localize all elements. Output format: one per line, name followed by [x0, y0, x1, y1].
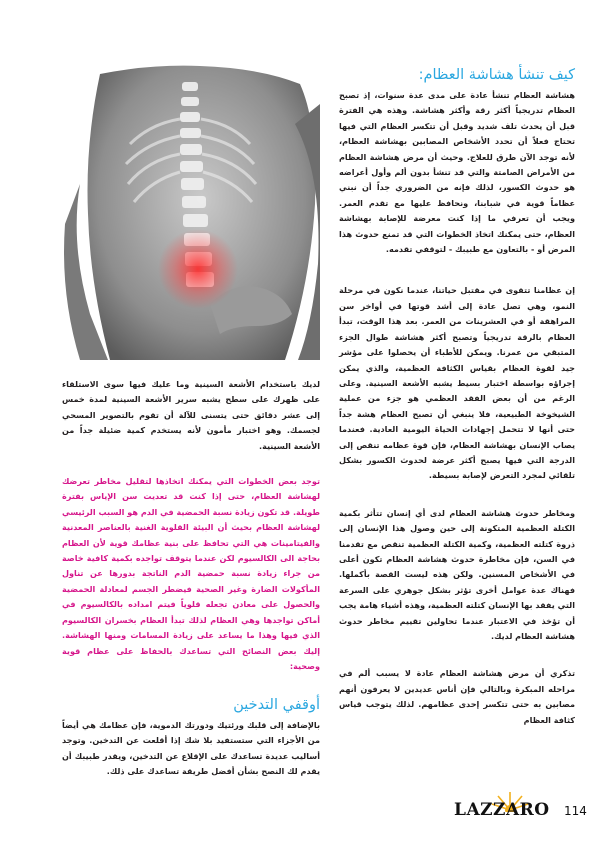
right-column-text [339, 88, 575, 728]
heading-how-osteoporosis-develops: كيف تنشأ هشاشة العظام: [418, 67, 575, 83]
left-column-text [62, 377, 320, 674]
page-number: 114 [564, 804, 587, 818]
right-paragraph-3: ومخاطر حدوث هشاشة العظام لدى أي إنسان تتأثر بكمية الكتلة العظمية المتكونة إلى حين وصول هذا الإنسان إلى ذروة كتلته العظمية، وكمية الكتلة العظمية تنقص مع تقدمنا في السن، فإن مخاطرة حدوث هشاشة العظام تكون أعلى في الأشخاص المسنين. ولكن هذه ليست القصة بأكملها. فهناك عدة عوامل أخرى تؤثر بشكل جوهري على السرعة التي يفقد بها الإنسان كتلته العظمية، وهذه أشياء هامة يجب أن تؤخذ في الاعتبار عندما تحاولين تقييم مخاطر حدوث هشاشة العظام لديك. [339, 507, 575, 641]
footer-brand [448, 790, 587, 830]
spine-back-photo [60, 64, 320, 360]
left-paragraph-1: لديك باستخدام الأشعة السينية وما عليك فيها سوى الاستلقاء على ظهرك على سطح يشبه سرير الأشعة السينية لمدة خمس إلى عشر دقائق حتى يتسنى للآلة أن تقوم بالتصوير المسحي لجسمك. وهو اختبار مأمون لأنه يستخدم كمية ضئيلة جداً من الأشعة السينية. [62, 379, 320, 451]
left-paragraph-2: بالإضافة إلى قلبك ورئتيك ودورتك الدموية، فإن عظامك هي أيضاً من الأجزاء التي ستستفيد بلا شك إذا أقلعت عن التدخين. وتوجد أساليب عديدة تساعدك على الإقلاع عن التدخين، ويقدر طبيبك أن يقدم لك النصح بشأن أفضل طريقة تساعدك على ذلك. [62, 720, 320, 777]
heading-stop-smoking: أوقفي التدخين [233, 697, 320, 713]
brand-name: LAZZARO [454, 800, 550, 820]
pink-tips-paragraph: توجد بعض الخطوات التي يمكنك اتخاذها لتقليل مخاطر تعرضك لهشاشة العظام، حتى إذا كنت قد تعديت سن الإياس بفترة طويلة. قد تكون زيادة نسبة الحمضية في الدم هو السبب الرئيسي لهشاشة العظام بحيث أن البيئة القلوية الغنية بالعناصر المعدنية والفيتامينات هي التي تحافظ على بنية عظامك قوية لأن العظام بحاجة الى الكالسيوم لكن عندما يتوقف تواجده بكمية كافية خاصة من جراء زيادة نسبة حمضية الدم الناتجة بدورها عن تناول المأكولات الضارة وغير الصحية فيضطر الجسم لمعادلة الحمضية والحصول على معادن تجعله قلوياً فيتم امداده بالكالسيوم في أماكن تواجدها وهي العظام لذلك تبدأ العظام بخسران الكالسيوم الذي فيها وهذا ما يساعد على زيادة المسامات ومنها الهشاشة. إليك بعض النصائح التي تساعدك بالحفاظ على عظام قوية وصحية: [62, 476, 320, 671]
right-paragraph-2: إن عظامنا تتقوى في مقتبل حياتنا، عندما نكون في مرحلة النمو، وهي تصل عادة إلى أشد قوتها في أواخر سن المراهقة أو في العشرينات من العمر. بعد هذا الوقت، تبدأ العظام بالرقة تدريجياً وتصبح أكثر هشاشة طوال الجزء المتبقي من عمرنا. ويمكن للأطباء أن يحصلوا على مؤشر جيد لقوة العظام بقياس الكثافة العظمية، والذي يمكن إجراؤه بواسطة اختبار بسيط يشبه الأشعة السينية. وعلى الرغم من أن بعض الفقد العظمي هو جزء من عملية الشيخوخة الطبيعية، فلا ينبغي أن تصبح العظام هشة جداً حتى أنها لا تتحمل إجهادات الحياة اليومية العادية. فعندما يصاب الإنسان بهشاشة العظام، فإن قوة عظامه تنقص إلى الدرجة التي فيها يصبح أكثر عرضة لحدوث الكسور بشكل تلقائي لمجرد التعرض لإصابة بسيطة. [339, 285, 575, 481]
left-column-smoking-text [62, 718, 320, 780]
right-paragraph-1: هشاشة العظام تنشأ عادة على مدى عدة سنوات، إذ تصبح العظام تدريجياً أكثر رقة وأكثر هشاشة. وهذه هي الفترة قبل أن يحدث تلف شديد وقبل أن تتكسر العظام التي فيها تحتاج فعلاً أن تحدد الأشخاص المصابين بهشاشة العظام، لأنه توجد الآن طرق للعلاج. وحيث أن مرض هشاشة العظام من الأمراض الصامتة والتي قد تنشأ بدون ألم وأول أعراضه هو حدوث الكسور، لذلك فإنه من الضروري جداً أن نبني عظاماً قوية في شبابنا، ونحافظ عليها مع تقدم العمر. ويجب أن تعرفي ما إذا كنت معرضة للإصابة بهشاشة العظام، حتى يمكنك اتخاذ الخطوات التي قد تمنع حدوث هذا المرض أو - بالتعاون مع طبيبك - لتوقفي تقدمه. [339, 90, 575, 255]
right-paragraph-4: تذكري أن مرض هشاشة العظام عادة لا يسبب ألم في مراحله المبكرة وبالتالي فإن أناس عديدين لا يعرفون أنهم مصابين به حتى تتكسر إحدى عظامهم. لذلك يتوجب قياس كثافة العظام [339, 668, 575, 725]
